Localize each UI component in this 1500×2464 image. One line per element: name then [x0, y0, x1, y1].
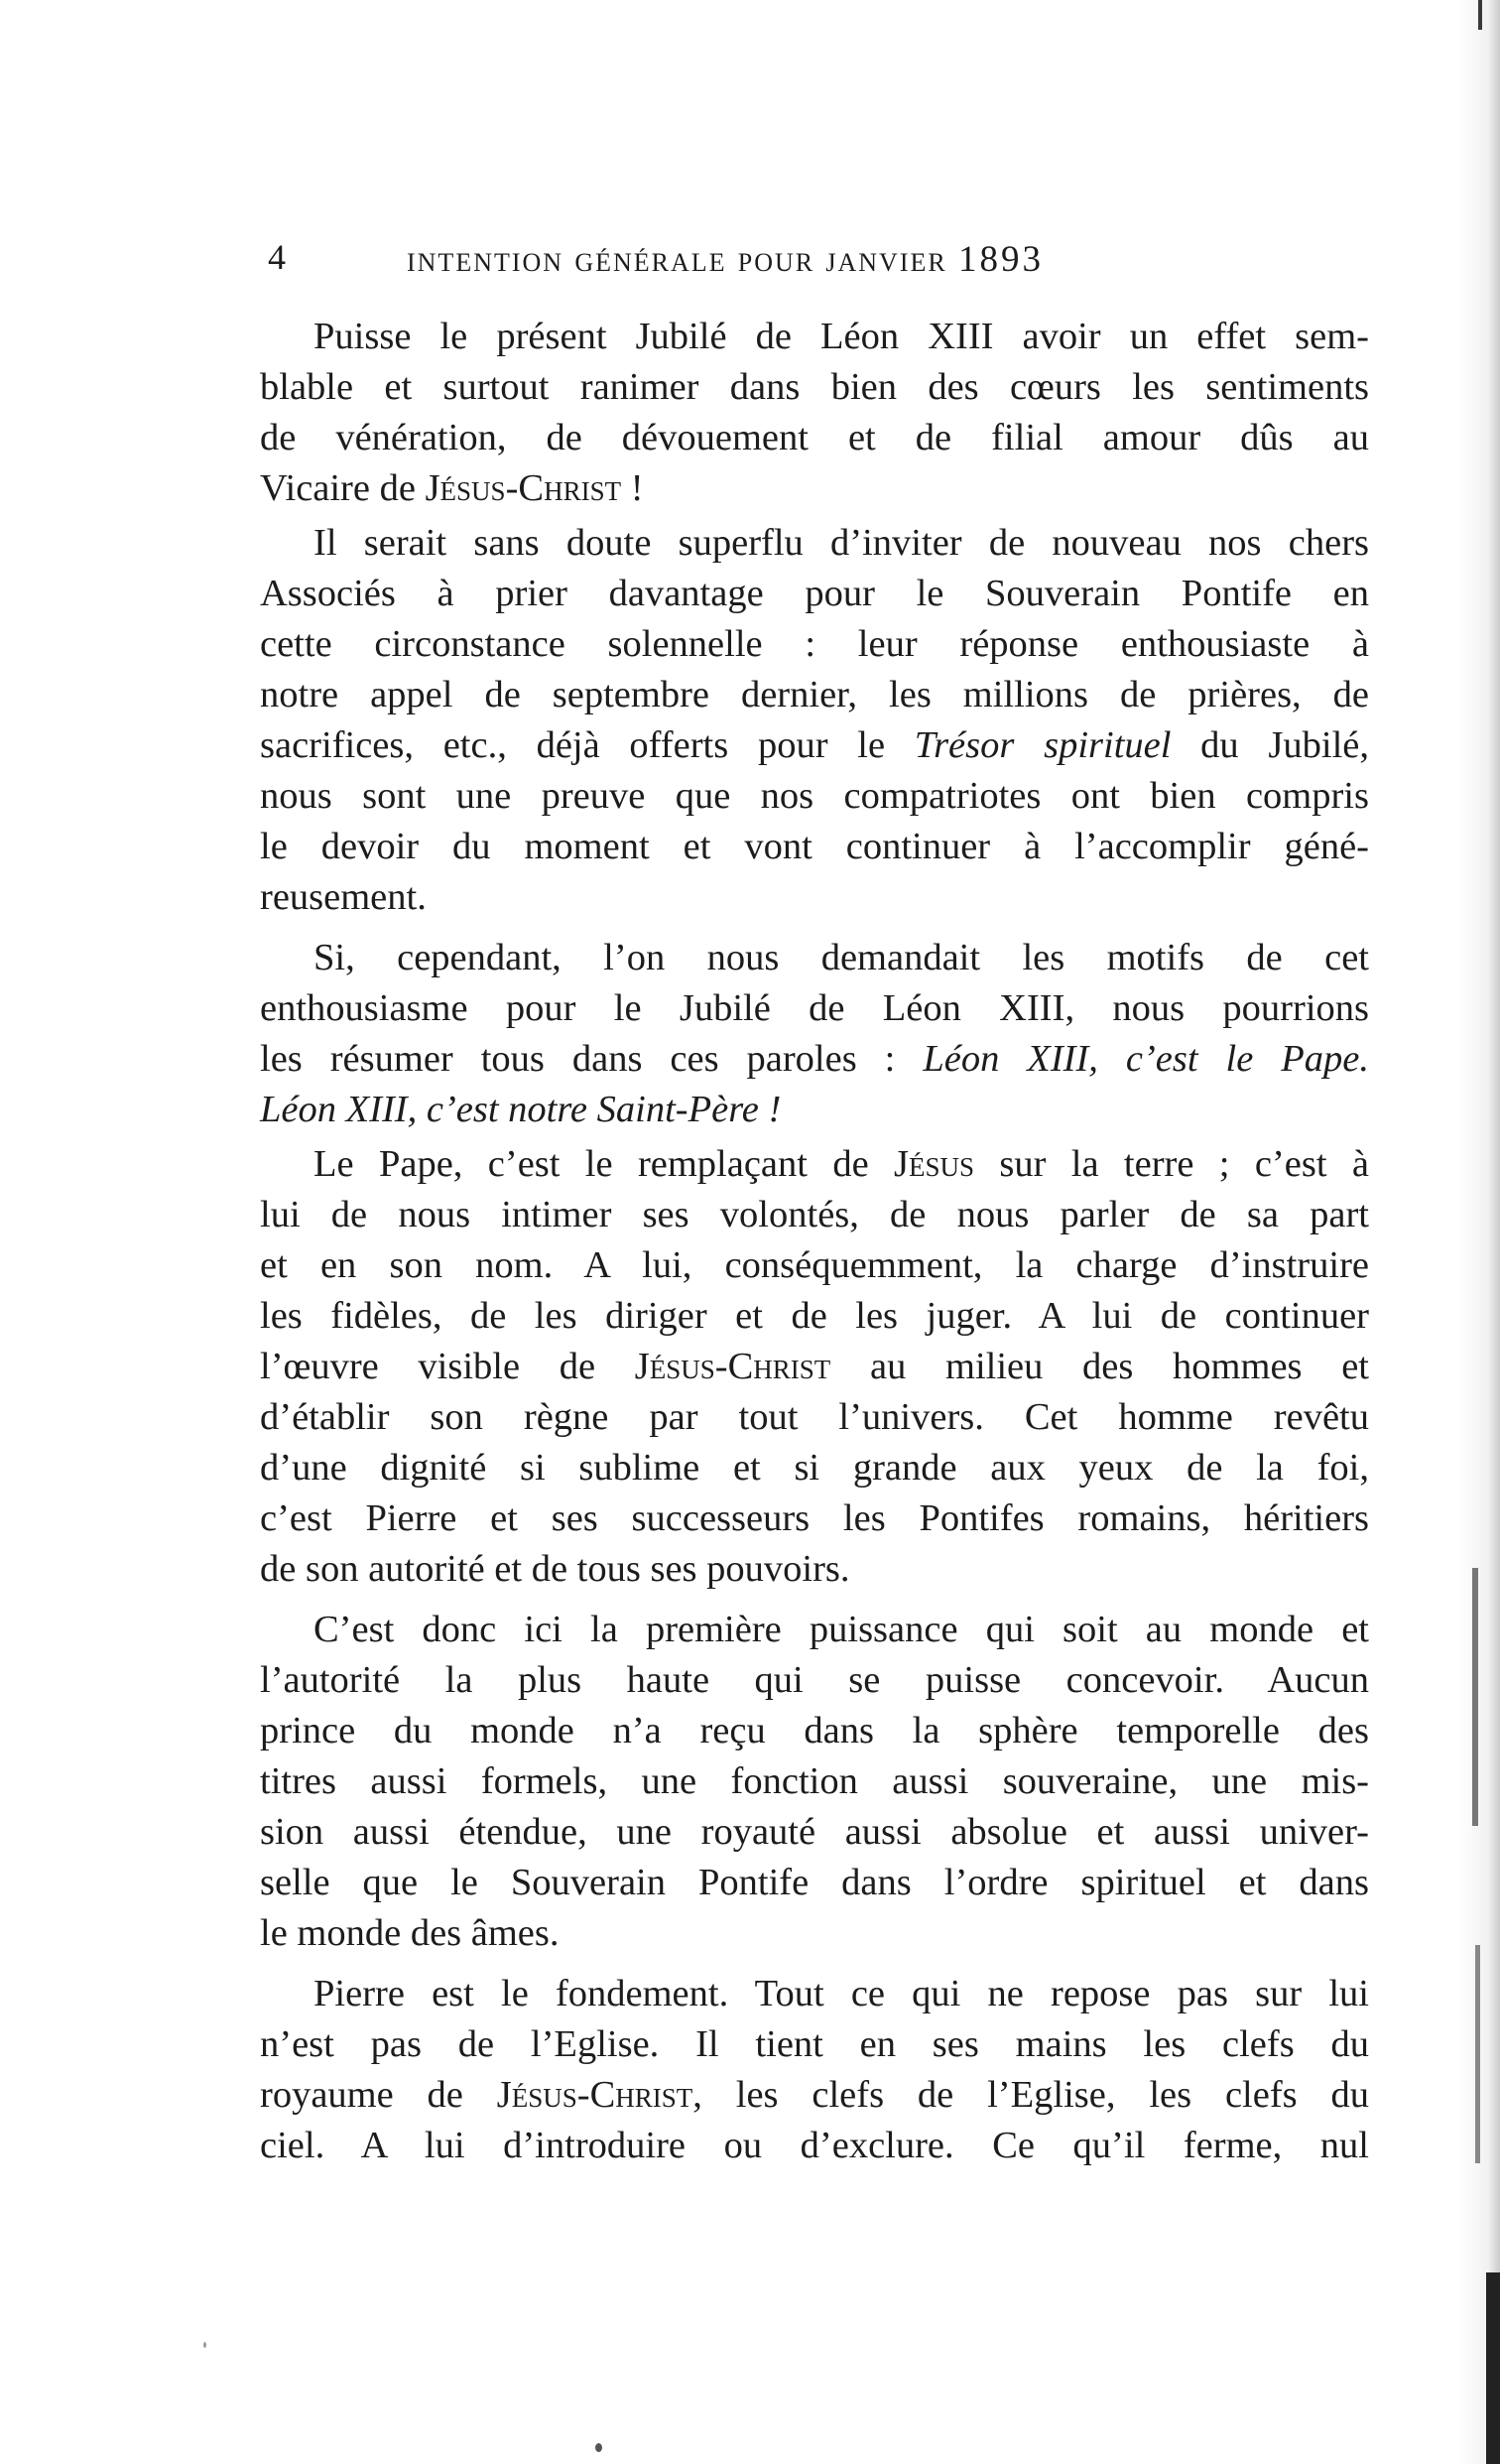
text-line: le devoir du moment et vont continuer à l’accomplir géné-	[260, 826, 1369, 867]
text-line: blable et surtout ranimer dans bien des cœurs les sentiments	[260, 366, 1369, 408]
small-caps-name: Jésus-Christ	[634, 1346, 831, 1387]
edge-mark	[1475, 1945, 1480, 2163]
italic-quote: Léon XIII, c’est le Pape.	[923, 1038, 1369, 1080]
text-line: Pierre est le fondement. Tout ce qui ne repose pas sur lui	[313, 1973, 1369, 2014]
text-line: sion aussi étendue, une royauté aussi absolue et aussi univer-	[260, 1811, 1369, 1853]
text-run: sur la terre ; c’est à	[974, 1143, 1369, 1185]
text-line: reusement.	[260, 876, 427, 918]
text-line: et en son nom. A lui, conséquemment, la charge d’instruire	[260, 1244, 1369, 1286]
text-line: l’autorité la plus haute qui se puisse concevoir. Aucun	[260, 1659, 1369, 1701]
text-line	[260, 1034, 1369, 1085]
text-line: Associés à prier davantage pour le Souverain Pontife en	[260, 573, 1369, 614]
text-line: les fidèles, de les diriger et de les juger. A lui de continuer	[260, 1295, 1369, 1337]
text-line: titres aussi formels, une fonction aussi souveraine, une mis-	[260, 1760, 1369, 1802]
text-line	[260, 720, 1369, 771]
text-line: selle que le Souverain Pontife dans l’ordre spirituel et dans	[260, 1862, 1369, 1903]
text-run: Le Pape, c’est le remplaçant de	[313, 1143, 895, 1185]
text-line: lui de nous intimer ses volontés, de nous parler de sa part	[260, 1194, 1369, 1235]
page-number: 4	[268, 237, 288, 277]
text-run: les résumer tous dans ces paroles :	[260, 1038, 924, 1080]
text-run: sacrifices, etc., déjà offerts pour le	[260, 724, 915, 766]
text-line: C’est donc ici la première puissance qui soit au monde et	[313, 1609, 1369, 1650]
text-run: Vicaire de	[260, 467, 426, 509]
italic-title: Trésor spirituel	[914, 724, 1172, 766]
text-line: Il serait sans doute superflu d’inviter de nouveau nos chers	[313, 522, 1369, 564]
text-line: cette circonstance solennelle : leur réponse enthousiaste à	[260, 623, 1369, 665]
text-line	[260, 1139, 1369, 1190]
text-line	[260, 463, 1369, 514]
small-caps-name: Jésus	[894, 1143, 975, 1185]
paragraph-5	[260, 1605, 1369, 1959]
text-run: !	[621, 467, 644, 509]
paragraph-1	[260, 312, 1369, 514]
running-header	[268, 230, 1228, 290]
text-run: l’œuvre visible de	[260, 1346, 635, 1387]
running-title-year: 1893	[957, 239, 1044, 280]
edge-mark	[1472, 1568, 1478, 1826]
text-run: , les clefs de l’Eglise, les clefs du	[692, 2074, 1369, 2116]
text-run: du Jubilé,	[1171, 724, 1369, 766]
text-line	[260, 2070, 1369, 2121]
paragraph-3	[260, 933, 1369, 1135]
page-edge-shadow	[1460, 0, 1500, 2464]
small-caps-name: Jésus-Christ	[496, 2074, 693, 2116]
text-line: c’est Pierre et ses successeurs les Pontifes romains, héritiers	[260, 1497, 1369, 1539]
margin-speck	[595, 2443, 602, 2452]
edge-mark	[1486, 2272, 1500, 2464]
text-line	[260, 1085, 1369, 1135]
text-line: d’établir son règne par tout l’univers. Cet homme revêtu	[260, 1396, 1369, 1438]
paragraph-6	[260, 1969, 1369, 2171]
text-line: d’une dignité si sublime et si grande aux yeux de la foi,	[260, 1447, 1369, 1489]
text-line: de son autorité et de tous ses pouvoirs.	[260, 1548, 850, 1590]
running-title	[407, 238, 1044, 281]
text-line: le monde des âmes.	[260, 1912, 560, 1954]
text-line: de vénération, de dévouement et de filial amour dûs au	[260, 417, 1369, 458]
text-run: au milieu des hommes et	[830, 1346, 1369, 1387]
paragraph-2	[260, 518, 1369, 923]
text-line: ciel. A lui d’introduire ou d’exclure. Ce qu’il ferme, nul	[260, 2125, 1369, 2166]
text-line: Si, cependant, l’on nous demandait les motifs de cet	[313, 937, 1369, 978]
text-line: Puisse le présent Jubilé de Léon XIII avoir un effet sem-	[313, 316, 1369, 357]
text-run: royaume de	[260, 2074, 497, 2116]
text-line: notre appel de septembre dernier, les millions de prières, de	[260, 674, 1369, 715]
running-title-text: intention générale pour janvier	[407, 239, 947, 280]
italic-quote: Léon XIII, c’est notre Saint-Père !	[260, 1089, 782, 1130]
text-line: prince du monde n’a reçu dans la sphère temporelle des	[260, 1710, 1369, 1751]
text-line	[260, 1342, 1369, 1392]
text-line: enthousiasme pour le Jubilé de Léon XIII, nous pourrions	[260, 987, 1369, 1029]
text-line: n’est pas de l’Eglise. Il tient en ses mains les clefs du	[260, 2023, 1369, 2065]
edge-mark	[1478, 0, 1482, 30]
paragraph-4	[260, 1139, 1369, 1595]
margin-speck	[203, 2342, 206, 2348]
body-text	[260, 312, 1369, 2171]
small-caps-name: Jésus-Christ	[425, 467, 622, 509]
text-line: nous sont une preuve que nos compatriotes ont bien compris	[260, 775, 1369, 817]
